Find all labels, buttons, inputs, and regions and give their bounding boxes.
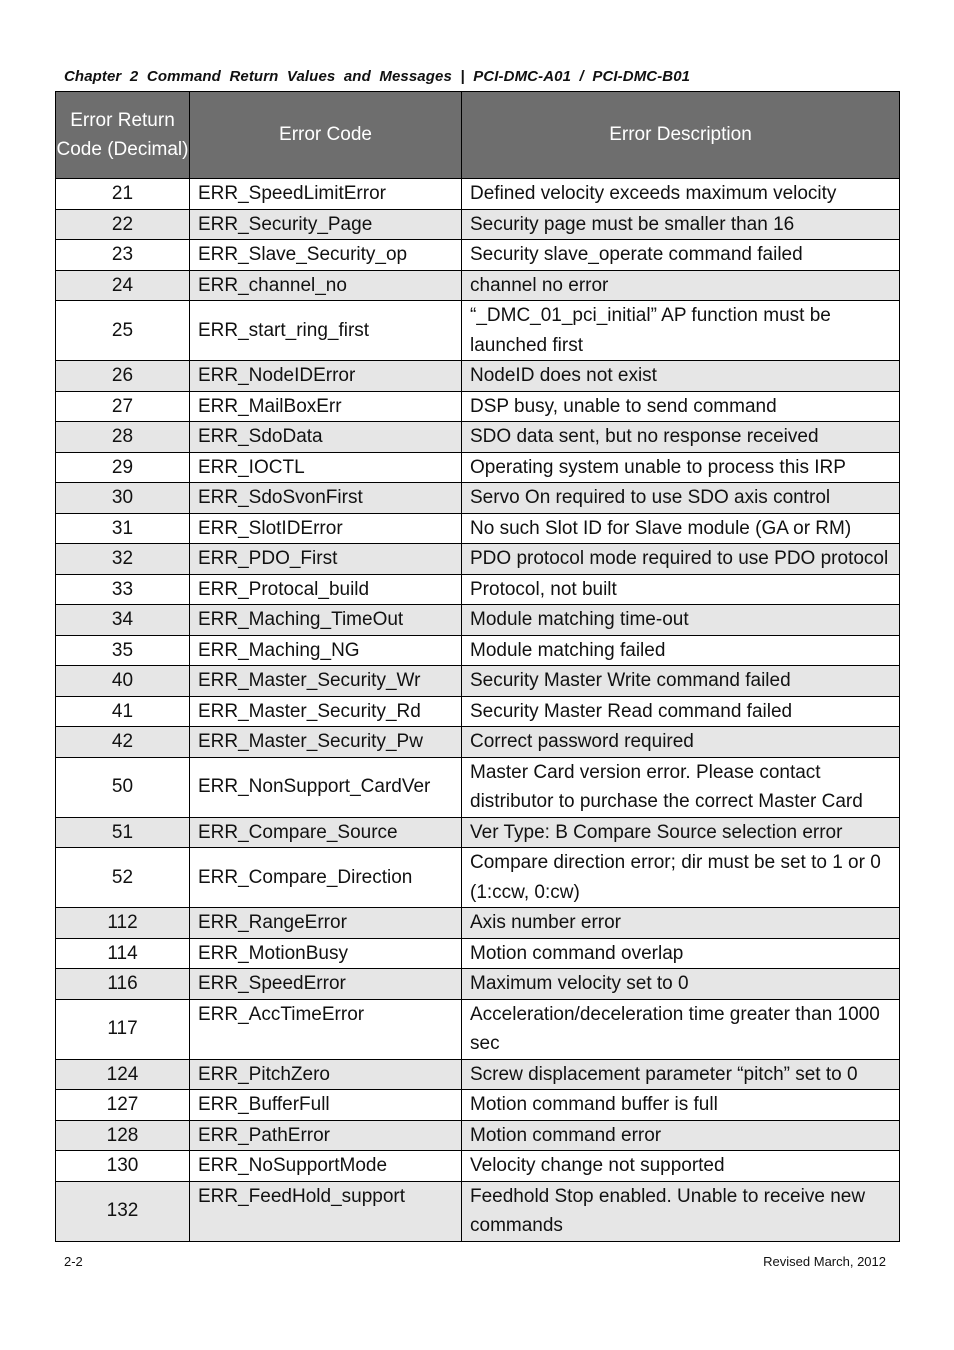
table-row	[56, 727, 900, 758]
error-code-cell: ERR_channel_no	[190, 270, 462, 301]
return-code-cell: 51	[56, 817, 190, 848]
table-row	[56, 513, 900, 544]
table-row	[56, 1059, 900, 1090]
return-code-cell: 42	[56, 727, 190, 758]
error-description-cell: Operating system unable to process this IRP	[462, 452, 900, 483]
table-row	[56, 1120, 900, 1151]
error-description-cell: NodeID does not exist	[462, 361, 900, 392]
return-code-cell: 127	[56, 1090, 190, 1121]
column-header-error-description: Error Description	[462, 92, 900, 179]
return-code-cell: 24	[56, 270, 190, 301]
error-description-cell: Motion command error	[462, 1120, 900, 1151]
table-row	[56, 544, 900, 575]
error-description-cell: Feedhold Stop enabled. Unable to receive new commands	[462, 1181, 900, 1241]
table-row	[56, 1090, 900, 1121]
error-description-cell: Acceleration/deceleration time greater than 1000 sec	[462, 999, 900, 1059]
return-code-cell: 22	[56, 209, 190, 240]
error-code-cell: ERR_Master_Security_Pw	[190, 727, 462, 758]
table-row	[56, 209, 900, 240]
page-number: 2-2	[64, 1254, 83, 1269]
table-row	[56, 969, 900, 1000]
table-row	[56, 938, 900, 969]
error-code-cell: ERR_Master_Security_Wr	[190, 666, 462, 697]
error-description-cell: Screw displacement parameter “pitch” set to 0	[462, 1059, 900, 1090]
table-row	[56, 574, 900, 605]
error-code-cell: ERR_NoSupportMode	[190, 1151, 462, 1182]
table-header-row	[56, 92, 900, 179]
return-code-cell: 30	[56, 483, 190, 514]
return-code-cell: 21	[56, 179, 190, 210]
table-row	[56, 361, 900, 392]
table-body	[56, 179, 900, 1242]
return-code-cell: 32	[56, 544, 190, 575]
error-description-cell: “_DMC_01_pci_initial” AP function must be launched first	[462, 301, 900, 361]
error-description-cell: No such Slot ID for Slave module (GA or RM)	[462, 513, 900, 544]
error-code-cell: ERR_PathError	[190, 1120, 462, 1151]
error-description-cell: PDO protocol mode required to use PDO protocol	[462, 544, 900, 575]
error-description-cell: Security Master Write command failed	[462, 666, 900, 697]
error-description-cell: channel no error	[462, 270, 900, 301]
error-description-cell: Security page must be smaller than 16	[462, 209, 900, 240]
error-code-cell: ERR_MailBoxErr	[190, 391, 462, 422]
error-code-cell: ERR_SlotIDError	[190, 513, 462, 544]
error-code-cell: ERR_PDO_First	[190, 544, 462, 575]
page-header: Chapter 2 Command Return Values and Messages | PCI-DMC-A01 / PCI-DMC-B01	[64, 68, 691, 85]
table-row	[56, 301, 900, 361]
error-code-cell: ERR_SdoSvonFirst	[190, 483, 462, 514]
column-header-error-code: Error Code	[190, 92, 462, 179]
return-code-cell: 130	[56, 1151, 190, 1182]
error-description-cell: Security Master Read command failed	[462, 696, 900, 727]
error-description-cell: Motion command overlap	[462, 938, 900, 969]
error-code-cell: ERR_SdoData	[190, 422, 462, 453]
table-row	[56, 1181, 900, 1241]
table-row	[56, 483, 900, 514]
return-code-cell: 116	[56, 969, 190, 1000]
return-code-cell: 34	[56, 605, 190, 636]
return-code-cell: 40	[56, 666, 190, 697]
error-description-cell: Module matching failed	[462, 635, 900, 666]
error-table	[55, 91, 900, 1242]
return-code-cell: 124	[56, 1059, 190, 1090]
table-row	[56, 666, 900, 697]
error-code-cell: ERR_Protocal_build	[190, 574, 462, 605]
table-row	[56, 908, 900, 939]
table-row	[56, 270, 900, 301]
error-description-cell: Velocity change not supported	[462, 1151, 900, 1182]
return-code-cell: 114	[56, 938, 190, 969]
return-code-cell: 26	[56, 361, 190, 392]
error-code-cell: ERR_BufferFull	[190, 1090, 462, 1121]
return-code-cell: 52	[56, 848, 190, 908]
error-code-cell: ERR_start_ring_first	[190, 301, 462, 361]
error-code-cell: ERR_Compare_Source	[190, 817, 462, 848]
error-code-cell: ERR_AccTimeError	[190, 999, 462, 1059]
table-row	[56, 391, 900, 422]
return-code-cell: 41	[56, 696, 190, 727]
error-code-cell: ERR_Maching_NG	[190, 635, 462, 666]
error-code-cell: ERR_PitchZero	[190, 1059, 462, 1090]
error-code-cell: ERR_NonSupport_CardVer	[190, 757, 462, 817]
error-code-cell: ERR_Security_Page	[190, 209, 462, 240]
error-code-cell: ERR_RangeError	[190, 908, 462, 939]
return-code-cell: 31	[56, 513, 190, 544]
error-description-cell: Motion command buffer is full	[462, 1090, 900, 1121]
table-row	[56, 452, 900, 483]
return-code-cell: 33	[56, 574, 190, 605]
error-description-cell: Correct password required	[462, 727, 900, 758]
error-description-cell: Defined velocity exceeds maximum velocity	[462, 179, 900, 210]
error-description-cell: SDO data sent, but no response received	[462, 422, 900, 453]
return-code-cell: 50	[56, 757, 190, 817]
error-code-cell: ERR_SpeedLimitError	[190, 179, 462, 210]
table-row	[56, 240, 900, 271]
error-code-cell: ERR_MotionBusy	[190, 938, 462, 969]
return-code-cell: 132	[56, 1181, 190, 1241]
return-code-cell: 29	[56, 452, 190, 483]
table-row	[56, 848, 900, 908]
table-row	[56, 422, 900, 453]
return-code-cell: 25	[56, 301, 190, 361]
error-description-cell: Protocol, not built	[462, 574, 900, 605]
error-code-cell: ERR_SpeedError	[190, 969, 462, 1000]
return-code-cell: 23	[56, 240, 190, 271]
error-code-cell: ERR_IOCTL	[190, 452, 462, 483]
error-description-cell: Security slave_operate command failed	[462, 240, 900, 271]
error-description-cell: Axis number error	[462, 908, 900, 939]
table-row	[56, 999, 900, 1059]
table-row	[56, 605, 900, 636]
return-code-cell: 28	[56, 422, 190, 453]
return-code-cell: 112	[56, 908, 190, 939]
error-description-cell: Ver Type: B Compare Source selection error	[462, 817, 900, 848]
error-description-cell: Module matching time-out	[462, 605, 900, 636]
error-description-cell: DSP busy, unable to send command	[462, 391, 900, 422]
revision-date: Revised March, 2012	[763, 1254, 886, 1269]
error-code-cell: ERR_Maching_TimeOut	[190, 605, 462, 636]
table-row	[56, 817, 900, 848]
return-code-cell: 35	[56, 635, 190, 666]
error-code-cell: ERR_NodeIDError	[190, 361, 462, 392]
return-code-cell: 117	[56, 999, 190, 1059]
table-row	[56, 635, 900, 666]
error-code-cell: ERR_Slave_Security_op	[190, 240, 462, 271]
error-description-cell: Compare direction error; dir must be set to 1 or 0 (1:ccw, 0:cw)	[462, 848, 900, 908]
table-row	[56, 696, 900, 727]
return-code-cell: 128	[56, 1120, 190, 1151]
column-header-return-code: Error Return Code (Decimal)	[56, 92, 190, 179]
error-description-cell: Maximum velocity set to 0	[462, 969, 900, 1000]
error-code-cell: ERR_FeedHold_support	[190, 1181, 462, 1241]
error-code-cell: ERR_Master_Security_Rd	[190, 696, 462, 727]
error-description-cell: Master Card version error. Please contact distributor to purchase the correct Master Card	[462, 757, 900, 817]
return-code-cell: 27	[56, 391, 190, 422]
table-row	[56, 1151, 900, 1182]
error-code-cell: ERR_Compare_Direction	[190, 848, 462, 908]
table-row	[56, 179, 900, 210]
error-description-cell: Servo On required to use SDO axis control	[462, 483, 900, 514]
table-row	[56, 757, 900, 817]
